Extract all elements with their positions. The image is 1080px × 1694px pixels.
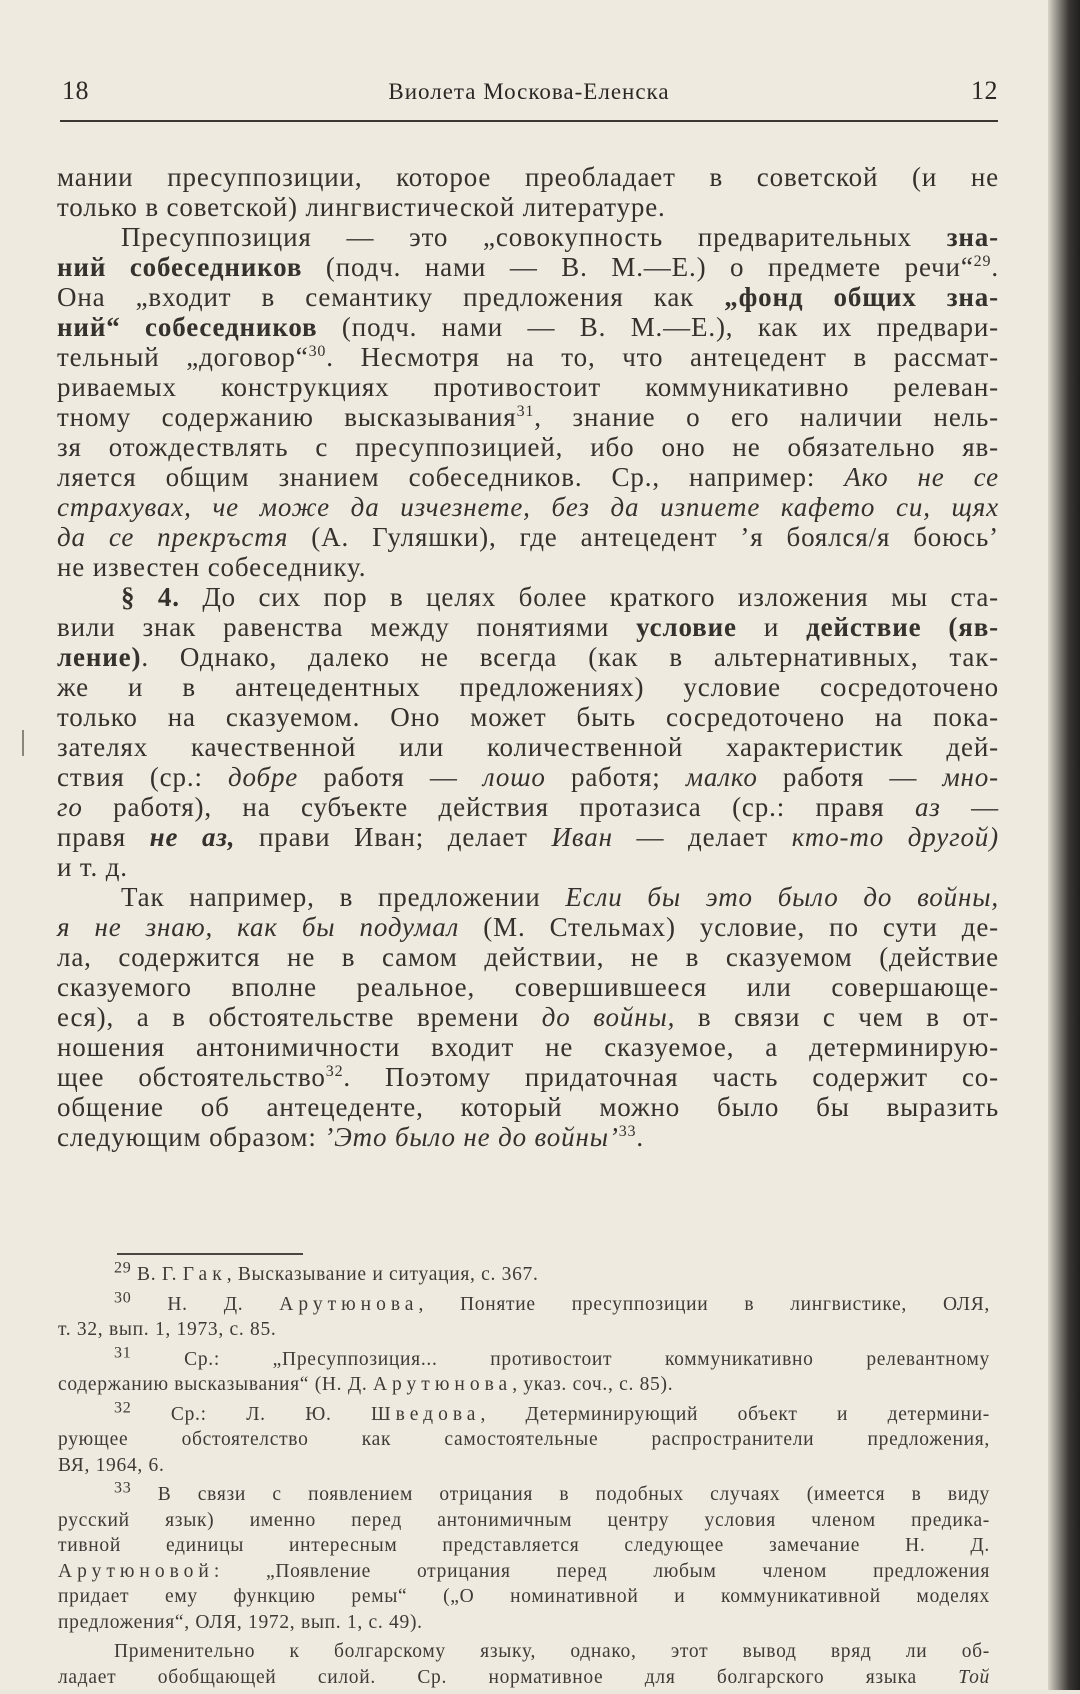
text-run: следующим образом:	[57, 1122, 325, 1152]
text-run: . Несмотря на то, что антецедент в рассмат-	[326, 342, 999, 372]
italic-run: го	[57, 792, 83, 822]
paragraph-2	[57, 222, 999, 582]
text-line: предложения“, ОЛЯ, 1972, вып. 1, с. 49).	[58, 1611, 423, 1633]
italic-run: лошо	[482, 762, 546, 792]
text-run: (подч. нами — В. М.—Е.) о предмете речи“	[302, 252, 974, 282]
margin-pencil-mark	[22, 730, 24, 756]
italic-run: я не знаю, как бы подумал	[57, 912, 460, 942]
footnotes	[58, 1259, 990, 1694]
italic-run: Иван	[551, 822, 613, 852]
bold-run: зна-	[946, 222, 999, 252]
text-line	[57, 912, 999, 942]
text-line	[58, 1399, 990, 1428]
text-line: только на сказуемом. Оно может быть сосредоточено на пока-	[57, 702, 999, 732]
text-run: ляется общим знанием собеседников. Ср., например:	[57, 462, 845, 492]
text-line	[58, 1372, 990, 1398]
text-line	[57, 252, 999, 282]
text-line: страхувах, че може да изчезнете, без да изпиете кафето си, щях	[57, 492, 999, 522]
text-run: работя;	[545, 762, 686, 792]
running-author: Виолета Москова-Еленска	[388, 79, 670, 104]
text-line: Применительно к болгарскому языку, однако, этот вывод вряд ли об-	[114, 1641, 990, 1662]
italic-run: не аз,	[149, 822, 236, 852]
text-line	[57, 642, 999, 672]
text-run: До сих пор в целях более краткого изложения мы ста-	[179, 582, 999, 612]
footnote-ref-29[interactable]: 29	[973, 253, 992, 270]
text-run: ладает обобщающей силой. Ср. нормативное для болгарского языка	[58, 1666, 959, 1688]
text-line	[57, 822, 999, 852]
footnote-32	[58, 1399, 990, 1479]
bold-run: ление)	[57, 642, 142, 672]
text-run: и	[736, 612, 807, 642]
author-name: Арутюновой	[58, 1560, 214, 1582]
header-rule	[60, 120, 998, 122]
text-line	[57, 762, 999, 792]
text-run: щее обстоятельство	[57, 1062, 326, 1092]
text-line: тивной единицы интересным представляется следующее замечание Н. Д.	[58, 1535, 990, 1556]
footnote-number: 33	[114, 1479, 132, 1497]
italic-run: Ако не се	[844, 462, 999, 492]
author-name: Шведова	[371, 1403, 481, 1425]
text-line: не известен собеседнику.	[57, 552, 367, 582]
footnote-ref-31[interactable]: 31	[516, 403, 535, 420]
text-line	[57, 1062, 999, 1092]
text-run: еся), а в обстоятельстве времени	[57, 1002, 542, 1032]
text-line	[57, 402, 999, 432]
text-run: Так например, в предложении	[121, 882, 566, 912]
bold-run: условие	[636, 612, 737, 642]
text-line	[57, 882, 999, 912]
text-line	[57, 582, 999, 612]
text-run: тельный „договор“	[57, 342, 309, 372]
text-run: — делает	[612, 822, 792, 852]
text-line	[58, 1665, 990, 1691]
text-line: ношения антонимичности входит не сказуемое, а детерминирую-	[57, 1032, 999, 1062]
italic-run: малко	[685, 762, 758, 792]
text-line: общение об антецеденте, который можно было бы выразить	[57, 1092, 999, 1122]
text-run: тному содержанию высказывания	[57, 402, 517, 432]
text-line	[58, 1289, 990, 1318]
text-line: русский язык) именно перед антонимичным центру условия членом предика-	[58, 1509, 990, 1531]
italic-run: кто-то другой)	[791, 822, 999, 852]
page-number-left: 18	[62, 76, 89, 105]
footnote-29	[58, 1259, 990, 1288]
footnote-ref-33[interactable]: 33	[618, 1123, 637, 1140]
text-line: же и в антецедентных предложениях) условие сосредоточено	[57, 672, 999, 702]
footnote-rule	[117, 1253, 303, 1255]
bold-run: ний собеседников	[57, 252, 303, 282]
text-line: зя отождествлять с пресуппозицией, ибо оно не обязательно яв-	[57, 432, 999, 462]
text-run: , знание о его наличии нель-	[534, 402, 999, 432]
text-run: Ср.: „Пресуппозиция... противостоит коммуникативно релевантному	[131, 1348, 990, 1370]
footnote-number: 30	[114, 1289, 132, 1306]
author-name: Арутюнова	[372, 1374, 513, 1395]
text-line	[57, 522, 999, 552]
paragraph-4	[57, 882, 999, 1152]
footnote-number: 31	[114, 1344, 132, 1361]
footnote-31	[58, 1344, 990, 1398]
footnote-number: 29	[114, 1259, 132, 1277]
italic-run: аз	[914, 792, 941, 822]
text-line: ВЯ, 1964, 6.	[58, 1454, 165, 1476]
text-run: (М. Стельмах) условие, по сути де-	[459, 912, 999, 942]
bold-run: „фонд общих зна-	[724, 282, 999, 312]
italic-run: до войны,	[541, 1002, 676, 1032]
text-line: придает ему функцию ремы“ („О номинативной и коммуникативной моделях	[58, 1586, 990, 1607]
text-line: зателях качественной или количественной характеристик дей-	[57, 732, 999, 762]
text-run: работя —	[757, 762, 943, 792]
bold-run: ний“ собеседников	[57, 312, 318, 342]
text-run: В связи с появлением отрицания в подобных случаях (имеется в виду	[131, 1484, 990, 1505]
italic-run: добре	[228, 762, 299, 792]
paragraph-1	[57, 162, 999, 222]
italic-run: Если бы это было до войны,	[565, 882, 999, 912]
page-number-right: 12	[971, 76, 998, 105]
text-line	[57, 1122, 999, 1152]
text-line	[57, 612, 999, 642]
text-line: рующее обстоятелство как самостоятельные распространители предложения,	[58, 1429, 990, 1450]
italic-run: Той	[958, 1666, 990, 1688]
text-run: , Понятие пресуппозиции в лингвистике, ОЛЯ,	[418, 1293, 990, 1315]
text-run: (подч. нами — В. М.—Е.), как их предвари-	[317, 312, 999, 342]
text-line	[57, 222, 999, 252]
text-run: В. Г.	[131, 1264, 183, 1285]
text-line	[57, 462, 999, 492]
text-line: риваемых конструкциях противостоит коммуникативно релеван-	[57, 372, 999, 402]
text-run: в связи с чем в от-	[675, 1002, 999, 1032]
text-line: сказуемого вполне реальное, совершившееся или совершающе-	[57, 972, 999, 1002]
text-line	[57, 282, 999, 312]
text-line	[57, 312, 999, 342]
text-run: правя	[57, 822, 150, 852]
text-run: , указ. соч., с. 85).	[512, 1374, 674, 1395]
author-name: Арутюнова	[279, 1293, 419, 1315]
paragraph-3	[57, 582, 999, 882]
text-run: . Однако, далеко не всегда (как в альтернативных, так-	[141, 642, 999, 672]
text-run: содержанию высказывания“ (Н. Д.	[58, 1374, 373, 1395]
footnote-33-continued	[58, 1639, 990, 1690]
text-run: Пресуппозиция — это „совокупность предварительных	[121, 222, 947, 252]
text-run: вили знак равенства между понятиями	[57, 612, 637, 642]
text-line	[58, 1259, 990, 1288]
text-line: мании пресуппозиции, которое преобладает в советской (и не	[57, 162, 999, 192]
text-run: работя —	[298, 762, 483, 792]
text-run: , Детерминирующий объект и детермини-	[480, 1403, 990, 1425]
text-run: Она „входит в семантику предложения как	[57, 282, 725, 312]
text-run: , Высказывание и ситуация, с. 367.	[226, 1264, 539, 1285]
text-line	[58, 1479, 990, 1508]
text-run: —	[940, 792, 999, 822]
text-line	[58, 1559, 990, 1585]
text-line: т. 32, вып. 1, 1973, с. 85.	[58, 1319, 277, 1340]
text-line	[58, 1344, 990, 1373]
footnote-ref-30[interactable]: 30	[308, 343, 327, 360]
main-text	[57, 162, 999, 1152]
footnote-number: 32	[114, 1399, 132, 1416]
text-line: ла, содержится не в самом действии, не в сказуемом (действие	[57, 942, 999, 972]
bold-run: действие (яв-	[806, 612, 999, 642]
author-name: Гак	[182, 1264, 227, 1285]
text-run: . Поэтому придаточная часть содержит со-	[343, 1062, 999, 1092]
text-line	[57, 792, 999, 822]
italic-run: да се прекръстя	[57, 522, 289, 552]
footnote-33	[58, 1479, 990, 1635]
text-run: .	[636, 1122, 645, 1152]
book-spine-shadow	[1048, 0, 1080, 1690]
text-run: Ср.: Л. Ю.	[131, 1403, 372, 1425]
footnote-30	[58, 1289, 990, 1343]
text-run: ствия (ср.:	[57, 762, 229, 792]
text-line	[57, 342, 999, 372]
footnote-ref-32[interactable]: 32	[325, 1063, 344, 1080]
text-run: работя), на субъекте действия протазиса (ср.: правя	[82, 792, 915, 822]
text-run: .	[991, 252, 999, 282]
section-marker: § 4.	[121, 582, 180, 612]
italic-run: мно-	[942, 762, 999, 792]
text-run: Н. Д.	[131, 1293, 280, 1315]
text-run: (А. Гуляшки), где антецедент ’я боялся/я боюсь’	[288, 522, 1000, 552]
text-run: : „Появление отрицания перед любым членом предложения	[213, 1560, 990, 1582]
text-line: только в советской) лингвистической литературе.	[57, 192, 666, 222]
running-header	[60, 76, 998, 116]
italic-run: ’Это было не до войны’	[324, 1122, 619, 1152]
text-line	[57, 1002, 999, 1032]
text-run: прави Иван; делает	[235, 822, 552, 852]
text-line: и т. д.	[57, 852, 128, 882]
